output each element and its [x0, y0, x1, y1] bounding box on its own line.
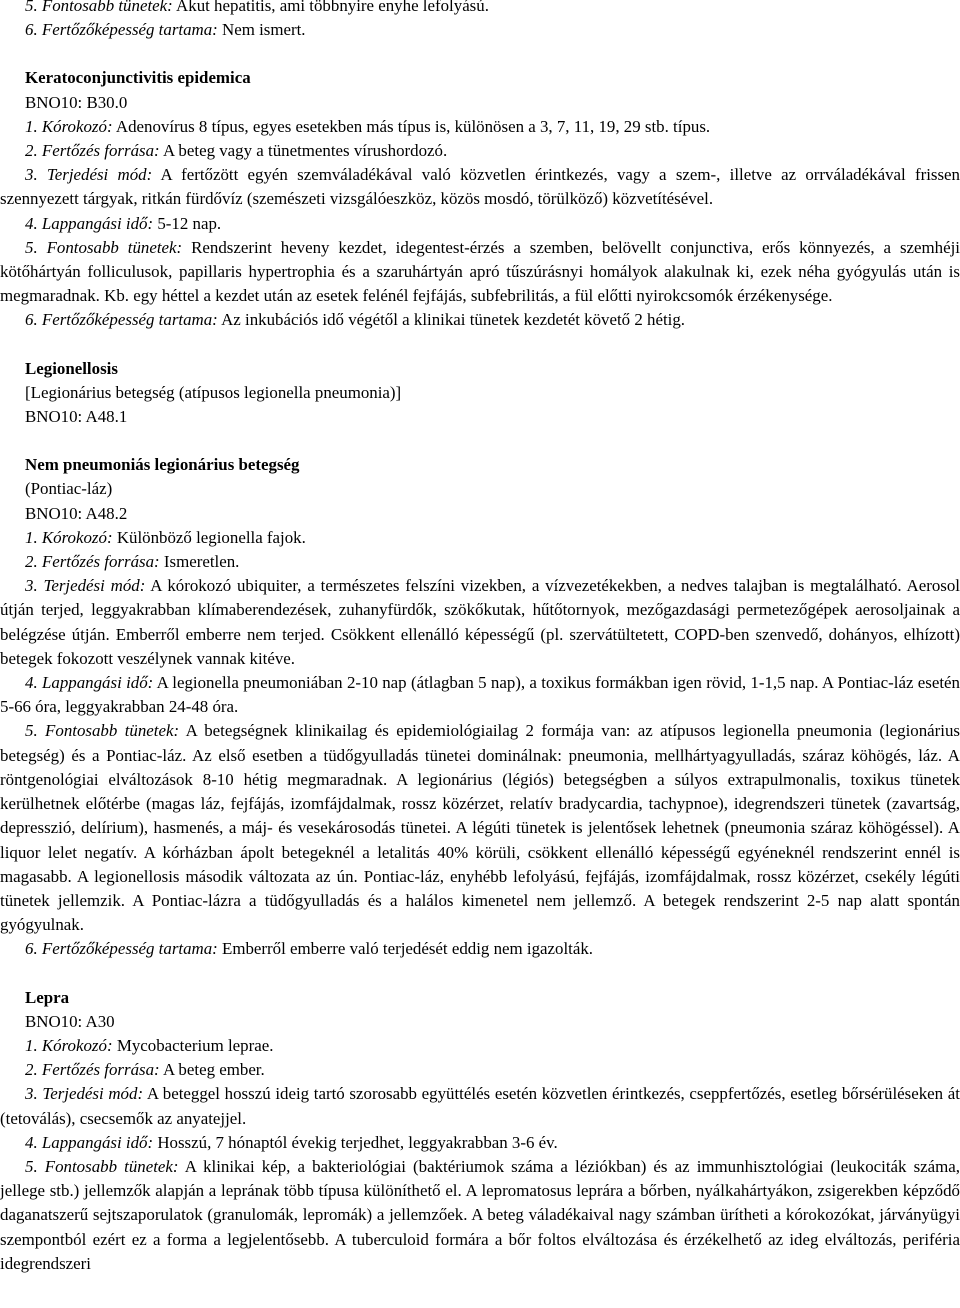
item-text: Ismeretlen.	[159, 552, 240, 572]
section-subtitle: [Legionárius betegség (atípusos legionella pneumonia)]	[25, 382, 402, 402]
item-text: A betegségnek klinikailag és epidemiológiailag 2 formája van: az atípusos legionella pneumonia (legionárius betegség) és a Pontiac-láz. Az első esetben a tüdőgyulladás tünetei dominálnak: pneumonia, mellhártyagyulladás, száraz köhögés, láz. A röntgenológiai elváltozások 8-10 hétig megmaradnak. A legionárius (légiós) betegségben a súlyos extrapulmonalis, toxikus tünetek kerülhetnek előtérbe (magas láz, fejfájás, izomfájdalmak, rossz közérzet, relatív bradycardia, tachypnoe), idegrendszeri tünetek (zavartság, depresszió, delírium), hasmenés, a máj- és vesekárosodás tünetei. A légúti tünetek is jelentősek lehetnek (pneumonia száraz köhögéssel). A liquor lelet negatív. A kórházban ápolt betegeknél a letalitás 40% körüli, csökkent ellenálló képességű egyéneknél rendszerint ennél is magasabb. A legionellosis második változata az ún. Pontiac-láz, enyhébb lefolyású, fejfájás, izomfájdalmak, rossz közérzet, csekély légúti tünetek jellemzik. A Pontiac-lázra a tüdőgyulladás és a halálos kimenetel nem jellemző. A betegek rendszerint 2-5 nap alatt spontán gyógyulnak.	[0, 721, 960, 935]
item-label: 2. Fertőzés forrása:	[25, 1060, 160, 1080]
bno-code: BNO10: B30.0	[25, 92, 128, 112]
section-subtitle: (Pontiac-láz)	[25, 479, 113, 499]
item-label: 2. Fertőzés forrása:	[25, 141, 160, 161]
pontiac-item-3	[0, 574, 960, 671]
item-label: 5. Fontosabb tünetek:	[25, 0, 173, 15]
item-label: 1. Kórokozó:	[25, 527, 113, 547]
item-label: 6. Fertőzőképesség tartama:	[25, 310, 218, 330]
pontiac-item-6	[0, 937, 960, 961]
section-title: Nem pneumoniás legionárius betegség	[25, 455, 300, 475]
section-title: Keratoconjunctivitis epidemica	[25, 68, 251, 88]
bno-code: BNO10: A48.1	[25, 407, 128, 427]
item-text: Nem ismert.	[217, 20, 306, 40]
item-label: 3. Terjedési mód:	[25, 165, 153, 185]
item-label: 6. Fertőzőképesség tartama:	[25, 20, 218, 40]
kerato-item-2	[0, 139, 960, 163]
item-text: Emberről emberre való terjedését eddig nem igazolták.	[217, 939, 594, 959]
intro-item-6	[0, 18, 960, 42]
lepra-item-3	[0, 1082, 960, 1130]
item-text: A kórokozó ubiquiter, a természetes felszíni vizekben, a vízvezetékekben, a nedves talajban is megtalálható. Aerosol útján terjed, leggyakrabban klímaberendezések, zuhanyfürdők, szökőkutak, hűtőtornyok, mezőgazdasági permetezőgépek aerosoljainak a belégzése útján. Emberről emberre nem terjed. Csökkent ellenálló képességű (pl. szervátültetett, COPD-ben szenvedő, dohányos, elhízott) betegek fokozott veszélynek vannak kitéve.	[0, 576, 960, 668]
item-text: Az inkubációs idő végétől a klinikai tünetek kezdetét követő 2 hétig.	[217, 310, 685, 330]
item-text: A klinikai kép, a bakteriológiai (baktériumok száma a léziókban) és az immunhisztológiai (leukociták száma, jellege stb.) jellemzők alapján a leprának több típusa különíthető el. A lepromatosus leprára a bőrben, nyálkahártyákon, zsigerekben képződő daganatszerű sejtszaporulatok (granulomák, lepromák) a jellemzőek. A beteg váladékaival nagy számban ürítheti a kórokozókat, járványügyi szempontból ezért ez a forma a legjelentősebb. A tuberculoid formára a bőr foltos elváltozása és érzékelhető az ideg elváltozás, periféria idegrendszeri	[0, 1156, 960, 1273]
item-label: 5. Fontosabb tünetek:	[25, 237, 183, 257]
item-text: Akut hepatitis, ami többnyire enyhe lefolyású.	[172, 0, 489, 15]
lepra-item-4	[0, 1131, 960, 1155]
bno-code: BNO10: A30	[25, 1011, 115, 1031]
item-text: A fertőzött egyén szemváladékával való közvetlen érintkezés, vagy a szem-, illetve az orrváladékával frissen szennyezett tárgyak, ritkán fürdővíz (szemészeti vizsgálóeszköz, közös mosdó, törülköző) közvetítésével.	[0, 165, 960, 209]
item-label: 4. Lappangási idő:	[25, 1132, 154, 1152]
item-label: 3. Terjedési mód:	[25, 576, 146, 596]
section-keratoconjunctivitis	[0, 66, 960, 332]
bno-code: BNO10: A48.2	[25, 503, 128, 523]
pontiac-item-4	[0, 671, 960, 719]
lepra-item-5	[0, 1155, 960, 1276]
kerato-item-1	[0, 115, 960, 139]
pontiac-item-2	[0, 550, 960, 574]
item-label: 1. Kórokozó:	[25, 1035, 113, 1055]
section-title: Lepra	[25, 987, 70, 1007]
pontiac-item-1	[0, 526, 960, 550]
section-pontiac-fever	[0, 453, 960, 961]
item-text: A beteggel hosszú ideig tartó szorosabb együttélés esetén közvetlen érintkezés, cseppfertőzés, esetleg bőrsérüléseken át (tetoválás), csecsemők az anyatejjel.	[0, 1084, 960, 1128]
item-label: 5. Fontosabb tünetek:	[25, 1156, 179, 1176]
item-text: Különböző legionella fajok.	[112, 527, 306, 547]
item-text: 5-12 nap.	[153, 213, 222, 233]
item-text: A beteg ember.	[159, 1060, 265, 1080]
section-lepra	[0, 986, 960, 1276]
section-title: Legionellosis	[25, 358, 118, 378]
item-label: 3. Terjedési mód:	[25, 1084, 144, 1104]
item-text: A legionella pneumoniában 2-10 nap (átlagban 5 nap), a toxikus formákban igen rövid, 1-1,5 nap. A Pontiac-láz esetén 5-66 óra, leggyakrabban 24-48 óra.	[0, 673, 960, 717]
section-legionellosis	[0, 357, 960, 430]
intro-item-5	[0, 0, 960, 18]
item-text: Mycobacterium leprae.	[112, 1035, 274, 1055]
item-label: 2. Fertőzés forrása:	[25, 552, 160, 572]
item-label: 4. Lappangási idő:	[25, 213, 154, 233]
item-label: 4. Lappangási idő:	[25, 673, 154, 693]
kerato-item-5	[0, 236, 960, 309]
lepra-item-2	[0, 1058, 960, 1082]
item-text: A beteg vagy a tünetmentes vírushordozó.	[159, 141, 448, 161]
item-text: Rendszerint heveny kezdet, idegentest-érzés a szemben, belövellt conjunctiva, erős könnyezés, a szemhéji kötőhártyán folliculusok, papillaris hypertrophia és a szaruhártyán apró tűszúrásnyi homályok alakulnak ki, ezek néha gyógyulás után is megmaradnak. Kb. egy héttel a kezdet után az esetek felénél fejfájás, subfebrilitás, a fül előtti nyirokcsomók érzékenysége.	[0, 237, 960, 306]
kerato-item-4	[0, 212, 960, 236]
item-label: 1. Kórokozó:	[25, 116, 113, 136]
item-text: Adenovírus 8 típus, egyes esetekben más típus is, különösen a 3, 7, 11, 19, 29 stb. típus.	[112, 116, 711, 136]
item-label: 6. Fertőzőképesség tartama:	[25, 939, 218, 959]
item-text: Hosszú, 7 hónaptól évekig terjedhet, leggyakrabban 3-6 év.	[153, 1132, 558, 1152]
item-label: 5. Fontosabb tünetek:	[25, 721, 180, 741]
lepra-item-1	[0, 1034, 960, 1058]
kerato-item-3	[0, 163, 960, 211]
pontiac-item-5	[0, 719, 960, 937]
kerato-item-6	[0, 308, 960, 332]
